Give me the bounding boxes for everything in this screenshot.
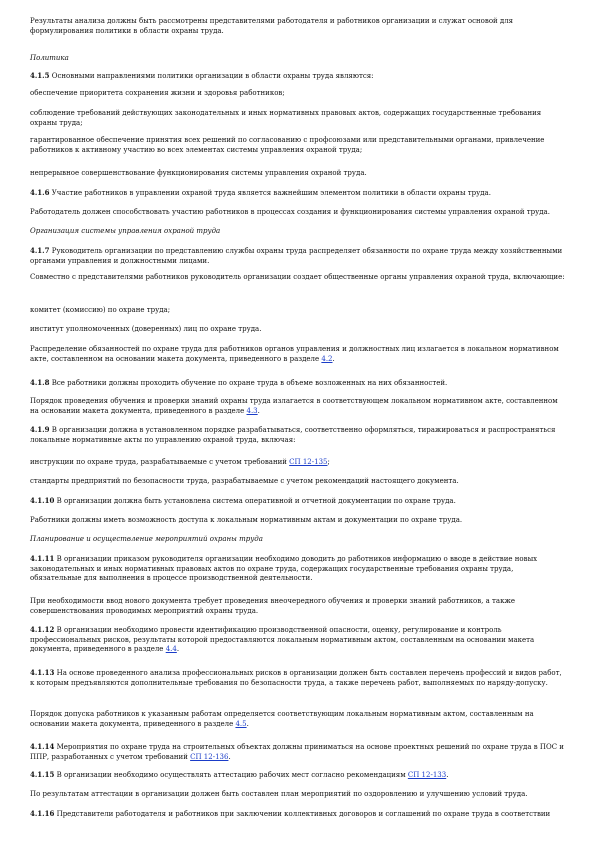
paragraph: стандарты предприятий по безопасности труда, разрабатываемые с учетом рекомендаций настоящего документа.: [30, 477, 459, 485]
clause: 4.1.11 В организации приказом руководителя организации необходимо доводить до работников информацию о вводе в действие новых законодательных и иных нормативных правовых актов по охране труда, содержащих государственные требования охраны труда, обязательные для выполнения в процессе производственной деятельности.: [30, 554, 538, 582]
section-link[interactable]: 4.4: [165, 645, 177, 653]
sp-link[interactable]: СП 12-135: [289, 458, 328, 466]
paragraph: Порядок проведения обучения и проверки знаний охраны труда излагается в соответствующем локальном нормативном акте, составленном на основании макета документа, приведенного в разделе 4.3.: [30, 397, 558, 415]
paragraph: соблюдение требований действующих законодательных и иных нормативных правовых актов, содержащих государственные требования охраны труда;: [30, 109, 542, 127]
paragraph: Порядок допуска работников к указанным работам определяется соответствующим локальным нормативным актом, составленным на основании макета документа, приведенного в разделе 4.5.: [30, 710, 534, 728]
section-heading: Планирование и осуществление мероприятий охраны труда: [30, 535, 263, 543]
section-heading: Организация системы управления охраной труда: [30, 227, 221, 235]
clause: 4.1.16 Представители работодателя и работников при заключении коллективных договоров и соглашений по охране труда в соответствии: [30, 809, 551, 818]
clause: 4.1.5 Основными направлениями политики организации в области охраны труда являются:: [30, 71, 374, 80]
clause: 4.1.10 В организации должна быть установлена система оперативной и отчетной документации по охране труда.: [30, 496, 456, 505]
paragraph: гарантированное обеспечение принятия всех решений по согласованию с профсоюзами или представительными органами, привлечение работников к активному участию во всех элементах системы управления охраной труда;: [30, 136, 545, 154]
paragraph: обеспечение приоритета сохранения жизни и здоровья работников;: [30, 89, 285, 97]
clause: 4.1.15 В организации необходимо осуществлять аттестацию рабочих мест согласно рекомендациям СП 12-133.: [30, 770, 449, 779]
paragraph: инструкции по охране труда, разрабатываемые с учетом требований СП 12-135;: [30, 458, 330, 466]
paragraph: институт уполномоченных (доверенных) лиц по охране труда.: [30, 325, 262, 333]
clause: 4.1.6 Участие работников в управлении охраной труда является важнейшим элементом политики в области охраны труда.: [30, 188, 491, 197]
sp-link[interactable]: СП 12-136: [190, 752, 229, 761]
clause: 4.1.7 Руководитель организации по представлению службы охраны труда распределяет обязанности по охране труда между хозяйственными органами управления и должностными лицами.: [30, 246, 563, 265]
paragraph: комитет (комиссию) по охране труда;: [30, 306, 171, 314]
clause: 4.1.13 На основе проведенного анализа профессиональных рисков в организации должен быть составлен перечень профессий и видов работ, к которым предъявляются дополнительные требования по безопасности труда, а также перечень работ, выполняемых по наряду-допуску.: [30, 668, 562, 687]
paragraph: Совместно с представителями работников руководитель организации создает общественные органы управления охраной труда, включающие:: [30, 273, 565, 281]
paragraph: Результаты анализа должны быть рассмотрены представителями работодателя и работников организации и служат основой для формулирования политики в области охраны труда.: [30, 17, 514, 35]
paragraph: Работодатель должен способствовать участию работников в процессах создания и функционирования системы управления охраной труда.: [30, 208, 550, 216]
paragraph: Распределение обязанностей по охране труда для работников органов управления и должностных лиц излагается в локальном нормативном акте, составленном на основании макета документа, приведенного в разделе 4.2.: [30, 345, 559, 363]
clause: 4.1.14 Мероприятия по охране труда на строительных объектах должны приниматься на основе проектных решений по охране труда в ПОС и ППР, разработанных с учетом требований СП 12-136.: [30, 742, 564, 761]
section-link[interactable]: 4.2: [321, 354, 333, 363]
sp-link[interactable]: СП 12-133: [407, 771, 447, 779]
paragraph: При необходимости ввод нового документа требует проведения внеочередного обучения и проверки знаний работников, а также совершенствования проводимых мероприятий охраны труда.: [30, 597, 516, 615]
clause: 4.1.8 Все работники должны проходить обучение по охране труда в объеме возложенных на них обязанностей.: [30, 378, 448, 387]
clause: 4.1.9 В организации должна в установленном порядке разрабатываться, соответственно оформляться, тиражироваться и распространяться локальные нормативные акты по управлению охраной труда, включая:: [30, 425, 556, 444]
section-link[interactable]: 4.5: [235, 719, 247, 728]
clause: 4.1.12 В организации необходимо провести идентификацию производственной опасности, оценку, регулирование и контроль профессиональных рисков, результаты которой предоставляются локальным нормативным актом, составленным на основании макета документа, приведенного в разделе 4.4.: [30, 625, 535, 653]
paragraph: Работники должны иметь возможность доступа к локальным нормативным актам и документации по охране труда.: [30, 516, 463, 524]
paragraph: непрерывное совершенствование функционирования системы управления охраной труда.: [30, 169, 367, 177]
section-heading: Политика: [30, 54, 69, 62]
section-link[interactable]: 4.3: [246, 406, 258, 415]
paragraph: По результатам аттестации в организации должен быть составлен план мероприятий по оздоровлению и улучшению условий труда.: [30, 790, 528, 798]
